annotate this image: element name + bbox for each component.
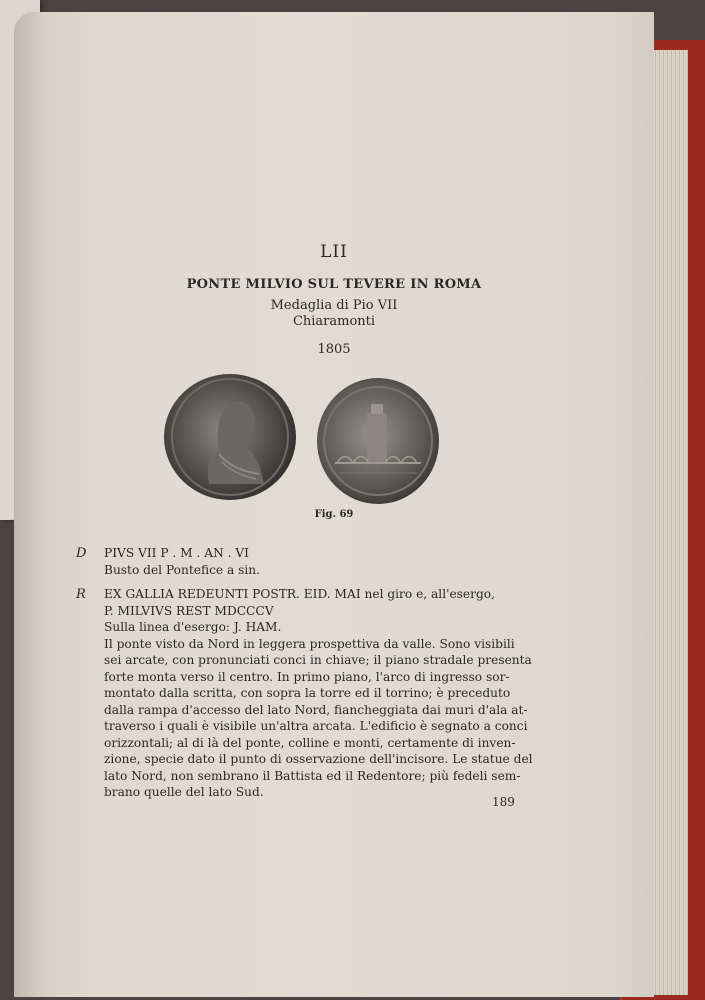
medal-obverse-image: [164, 374, 296, 500]
obverse-description: Busto del Pontefice a sin.: [104, 562, 261, 577]
reverse-line: P. MILVIVS REST MDCCCV: [104, 603, 274, 618]
reverse-line: traverso i quali è visibile un'altra arcata. L'edificio è segnato a conci: [104, 719, 528, 733]
reverse-line: Il ponte visto da Nord in leggera prospettiva da valle. Sono visibili: [104, 636, 515, 651]
reverse-line: zione, specie dato il punto di osservazione dell'incisore. Le statue del: [104, 752, 533, 766]
plate-number: LII: [320, 242, 348, 262]
reverse-line: lato Nord, non sembrano il Battista ed il Redentore; più fedeli sem-: [104, 768, 521, 783]
reverse-line: EX GALLIA REDEUNTI POSTR. EID. MAI nel giro e, all'esergo,: [104, 587, 495, 601]
obverse-symbol: D: [76, 546, 87, 561]
reverse-line: montato dalla scritta, con sopra la torre ed il torrino; è preceduto: [104, 686, 511, 700]
subtitle-line2: Chiaramonti: [292, 314, 376, 329]
page-title: PONTE MILVIO SUL TEVERE IN ROMA: [186, 277, 482, 292]
book-page: [14, 12, 654, 997]
reverse-line: orizzontali; al di là del ponte, colline e monti, certamente di inven-: [104, 735, 516, 750]
reverse-line: forte monta verso il centro. In primo piano, l'arco di ingresso sor-: [104, 669, 510, 684]
reverse-line: Sulla linea d'esergo: J. HAM.: [104, 620, 282, 634]
page-number: 189: [492, 795, 515, 809]
year: 1805: [317, 342, 351, 357]
medal-reverse-image: [317, 378, 439, 504]
subtitle-line1: Medaglia di Pio VII: [270, 298, 398, 313]
obverse-legend: PIVS VII P . M . AN . VI: [104, 546, 249, 560]
figure-caption: Fig. 69: [314, 509, 354, 520]
reverse-line: dalla rampa d'accesso del lato Nord, fiancheggiata dai muri d'ala at-: [104, 702, 528, 717]
reverse-line: brano quelle del lato Sud.: [104, 785, 264, 799]
reverse-line: sei arcate, con pronunciati conci in chiave; il piano stradale presenta: [104, 653, 532, 667]
reverse-symbol: R: [76, 587, 86, 602]
